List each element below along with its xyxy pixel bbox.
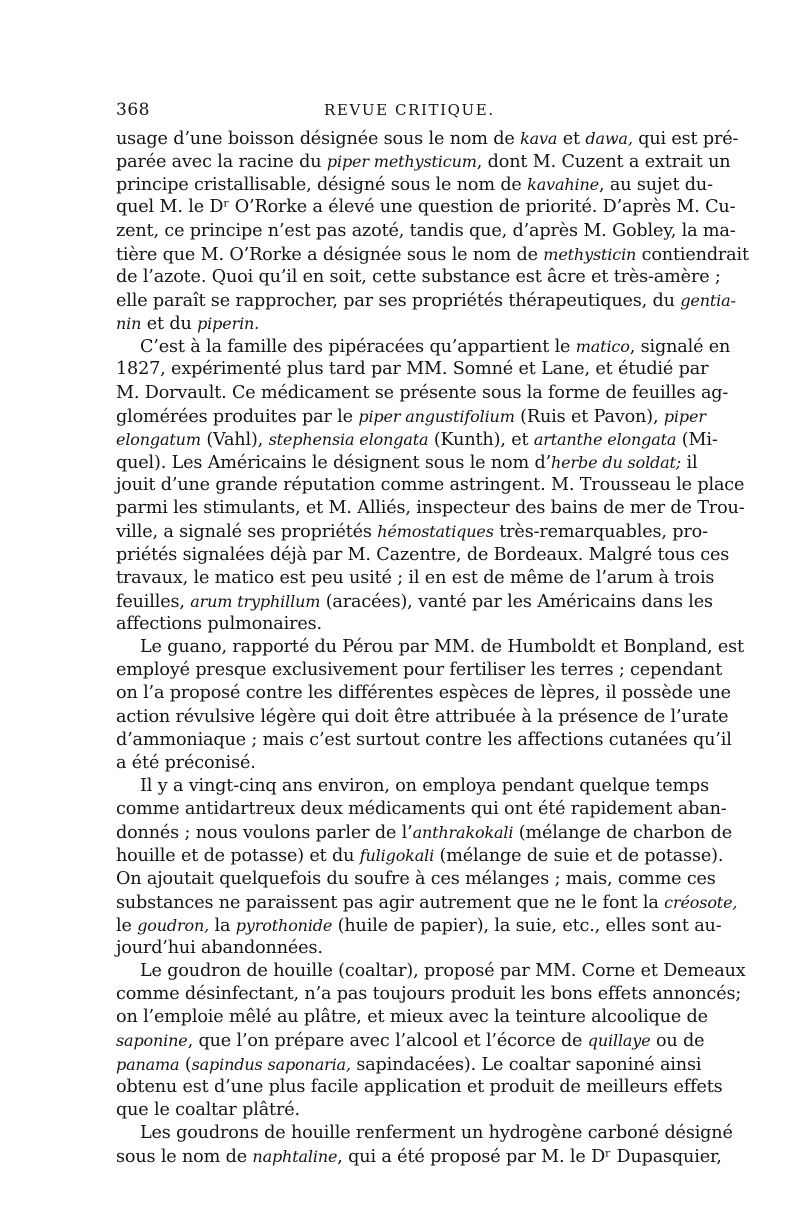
italic-term: hémostatiques (377, 522, 494, 542)
text-line (116, 196, 736, 219)
italic-term: kava (520, 129, 558, 148)
text-line (116, 636, 744, 659)
text-line (116, 266, 721, 289)
text-run: , qui a été proposé par M. le Dʳ Dupasquier, (337, 1147, 722, 1168)
text-run: (mélange de charbon de (513, 823, 732, 844)
text-line (116, 868, 716, 891)
text-line (116, 775, 709, 798)
text-run: C’est à la famille des pipéracées qu’appartient le (140, 337, 576, 358)
text-run: la (209, 915, 236, 936)
text-run: On ajoutait quelquefois du soufre à ces mélanges ; mais, comme ces (116, 868, 716, 889)
italic-term: quillaye (587, 1031, 651, 1051)
text-line (116, 243, 749, 266)
body-text (116, 127, 749, 1168)
text-run: jouit d’une grande réputation comme astringent. M. Trousseau le place (116, 475, 745, 496)
text-run: , dont M. Cuzent a extrait un (476, 152, 731, 173)
text-line (116, 150, 731, 173)
text-run: jourd’hui abandonnées. (116, 937, 323, 958)
text-line (116, 1122, 733, 1145)
text-run: sapindacées). Le coaltar saponiné ainsi (350, 1054, 702, 1075)
text-line (116, 1029, 705, 1052)
text-run: (Vahl), (200, 429, 269, 450)
text-line (116, 335, 731, 358)
text-line (116, 382, 729, 405)
page-number: 368 (116, 100, 150, 120)
text-run: tière que M. O’Rorke a désignée sous le nom de (116, 244, 544, 265)
text-run: Il y a vingt-cinq ans environ, on employa pendant quelque temps (140, 775, 709, 796)
running-title: REVUE CRITIQUE. (324, 101, 495, 119)
text-run: ville, a signalé ses propriétés (116, 522, 378, 543)
text-run: ou de (650, 1031, 705, 1052)
text-run: il (681, 452, 698, 473)
text-line (116, 405, 706, 428)
text-run: Le goudron de houille (coaltar), proposé par MM. Corne et Demeaux (140, 961, 746, 982)
text-line (116, 752, 688, 775)
text-line (116, 706, 729, 729)
text-line (116, 474, 745, 497)
italic-term: piper angustifolium (358, 406, 515, 426)
italic-term: herbe du soldat; (551, 452, 682, 472)
text-line (116, 451, 698, 474)
text-line (116, 844, 724, 867)
text-run: d’ammoniaque ; mais c’est surtout contre les affections cutanées qu’il (116, 729, 732, 750)
text-run: quel M. le Dʳ O’Rorke a élevé une question de priorité. D’après M. Cu- (116, 197, 736, 218)
text-run: et du (141, 314, 198, 335)
text-line (116, 358, 709, 381)
text-run: houille et de potasse) et du (116, 846, 360, 867)
text-run: usage d’une boisson désignée sous le nom de (116, 129, 521, 149)
text-line (116, 914, 722, 937)
text-run: contiendrait (636, 244, 749, 265)
text-run: parmi les stimulants, et M. Alliés, inspecteur des bains de mer de Trou- (116, 498, 745, 519)
text-run: obtenu est d’une plus facile application et produit de meilleurs effets (116, 1076, 723, 1097)
text-line (116, 659, 723, 682)
text-run: glomérées produites par le (116, 406, 359, 427)
italic-term: goudron, (137, 915, 210, 935)
text-run: travaux, le matico est peu usité ; il en est de même de l’arum à trois (116, 567, 715, 588)
text-line (116, 613, 688, 636)
italic-term: elongatum (116, 429, 201, 449)
text-run: Les goudrons de houille renferment un hydrogène carboné désigné (140, 1123, 733, 1144)
text-run: priétés signalées déjà par M. Cazentre, de Bordeaux. Malgré tous ces (116, 544, 730, 565)
text-run: ( (179, 1054, 192, 1075)
text-run: et (557, 129, 586, 149)
text-run: comme antidartreux deux médicaments qui ont été rapidement aban- (116, 799, 727, 820)
text-run: 1827, expérimenté plus tard par MM. Somné et Lane, et étudié par (116, 359, 709, 380)
text-run: , signalé en (629, 337, 731, 358)
text-run: a été préconisé. (116, 752, 256, 773)
text-run: , que l’on prépare avec l’alcool et l’écorce de (187, 1031, 588, 1052)
text-line (116, 1145, 722, 1168)
italic-term: kavahine (527, 175, 599, 195)
italic-term: arum tryphillum (190, 591, 321, 611)
italic-term: nin (116, 314, 142, 334)
text-run: feuilles, (116, 591, 191, 612)
italic-term: artanthe elongata (533, 429, 677, 449)
running-header (116, 100, 686, 124)
text-line (116, 590, 713, 613)
italic-term: saponine (116, 1031, 188, 1051)
italic-term: créosote, (664, 892, 738, 912)
text-line (116, 798, 727, 821)
italic-term: piper methysticum (326, 152, 477, 172)
text-run: on l’emploie mêlé au plâtre, et mieux avec la teinture alcoolique de (116, 1007, 708, 1028)
italic-term: methysticin (543, 244, 637, 264)
text-line (116, 497, 745, 520)
text-line (116, 937, 688, 960)
text-line (116, 891, 738, 914)
italic-term: dawa, (585, 129, 633, 148)
italic-term: naphtaline (252, 1147, 338, 1167)
text-run: elle paraît se rapprocher, par ses propriétés thérapeutiques, du (116, 290, 681, 311)
text-line (116, 960, 746, 983)
text-line (116, 821, 732, 844)
italic-term: matico (575, 337, 630, 357)
text-line (116, 567, 715, 590)
italic-term: fuligokali (359, 846, 435, 866)
text-line (116, 520, 708, 543)
text-line (116, 1053, 702, 1076)
text-run: on l’a proposé contre les différentes espèces de lèpres, il possède une (116, 683, 731, 704)
text-run: parée avec la racine du (116, 152, 327, 173)
text-run: (Kunth), et (428, 429, 534, 450)
italic-term: anthrakokali (412, 823, 514, 843)
text-line (116, 127, 739, 150)
text-run: sous le nom de (116, 1147, 253, 1168)
text-run: (aracées), vanté par les Américains dans les (320, 591, 713, 612)
italic-term: pyrothonide (235, 915, 333, 935)
text-run: action révulsive légère qui doit être attribuée à la présence de l’urate (116, 706, 729, 727)
text-line (116, 682, 731, 705)
text-line (116, 1006, 708, 1029)
text-line (116, 544, 730, 567)
text-run: zent, ce principe n’est pas azoté, tandis que, d’après M. Gobley, la ma- (116, 220, 736, 241)
text-line (116, 428, 718, 451)
text-line (116, 1099, 688, 1122)
text-run: substances ne paraissent pas agir autrement que ne le font la (116, 892, 665, 913)
text-run: (Ruis et Pavon), (514, 406, 664, 427)
text-line (116, 729, 732, 752)
text-run: (mélange de suie et de potasse). (434, 846, 724, 867)
text-line (116, 312, 688, 335)
italic-term: piperin. (197, 314, 260, 334)
text-run: très-remarquables, pro- (493, 522, 708, 543)
text-run: (huile de papier), la suie, etc., elles sont au- (332, 915, 722, 936)
text-line (116, 1076, 723, 1099)
text-run: comme désinfectant, n’a pas toujours produit les bons effets annoncés; (116, 984, 742, 1005)
text-line (116, 173, 713, 196)
italic-term: gentia- (680, 290, 736, 310)
text-run: M. Dorvault. Ce médicament se présente sous la forme de feuilles ag- (116, 382, 729, 403)
text-run: qui est pré- (632, 129, 739, 149)
text-run: , au sujet du- (598, 175, 713, 196)
text-line (116, 983, 742, 1006)
text-run: quel). Les Américains le désignent sous le nom d’ (116, 452, 552, 473)
text-run: de l’azote. Quoi qu’il en soit, cette substance est âcre et très-amère ; (116, 266, 721, 287)
text-run: affections pulmonaires. (116, 613, 322, 634)
text-run: principe cristallisable, désigné sous le nom de (116, 175, 528, 196)
text-line (116, 220, 736, 243)
text-run: que le coaltar plâtré. (116, 1099, 300, 1120)
italic-term: panama (116, 1054, 180, 1074)
text-run: le (116, 915, 138, 936)
text-run: (Mi- (676, 429, 718, 450)
italic-term: piper (663, 406, 706, 426)
text-run: employé presque exclusivement pour fertiliser les terres ; cependant (116, 660, 723, 681)
text-run: Le guano, rapporté du Pérou par MM. de Humboldt et Bonpland, est (140, 637, 744, 658)
italic-term: stephensia elongata (268, 429, 429, 449)
text-run: donnés ; nous voulons parler de l’ (116, 823, 413, 844)
text-line (116, 289, 736, 312)
italic-term: sapindus saponaria, (191, 1054, 351, 1074)
